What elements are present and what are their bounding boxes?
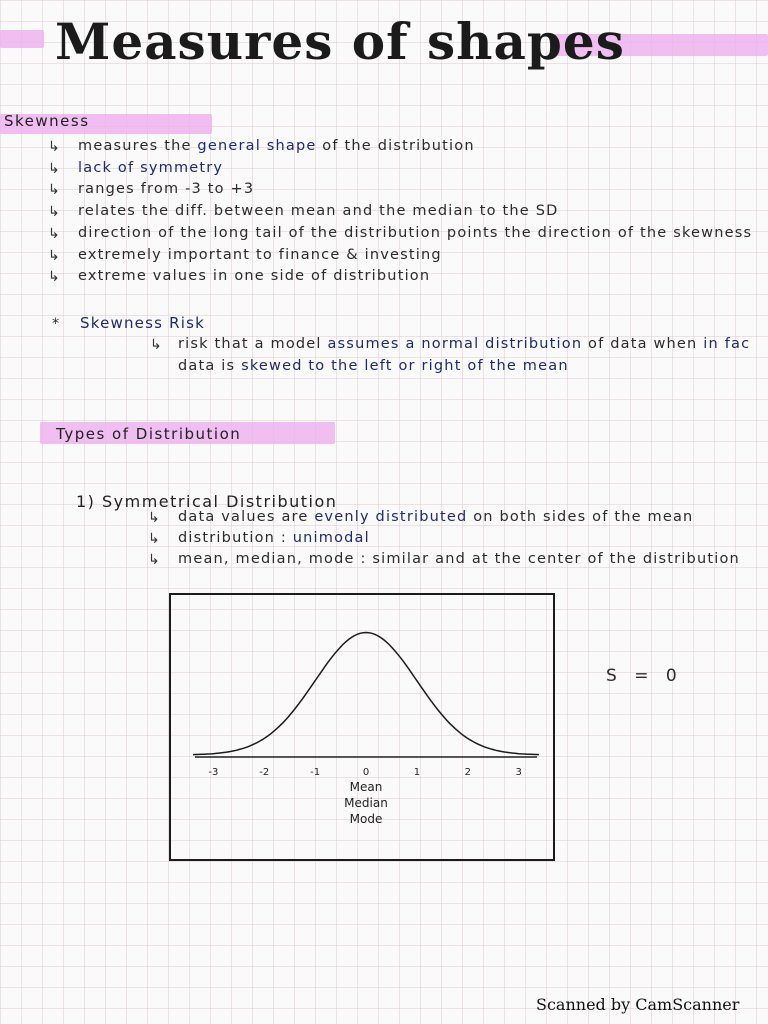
normal-distribution-chart bbox=[171, 595, 553, 859]
risk-star: * bbox=[52, 316, 61, 332]
risk-line-1-blue-1: assumes a normal distribution bbox=[327, 336, 583, 352]
risk-line-1-blue-2: in fac bbox=[703, 336, 751, 352]
bullet-line bbox=[78, 225, 752, 241]
data-point bbox=[467, 738, 468, 739]
data-point bbox=[442, 714, 443, 715]
scanner-footer: Scanned by CamScanner bbox=[536, 995, 740, 1014]
bullet-line bbox=[78, 268, 430, 284]
bullet-arrow-icon: ↳ bbox=[48, 225, 60, 242]
skewness-equation: S = 0 bbox=[606, 666, 683, 686]
bullet-prefix: ranges from -3 to +3 bbox=[78, 181, 255, 198]
data-point bbox=[365, 632, 366, 633]
bullet-suffix: on both sides of the mean bbox=[467, 509, 694, 525]
risk-line-2 bbox=[178, 358, 569, 374]
bullet-line bbox=[78, 203, 559, 219]
types-heading: Types of Distribution bbox=[56, 425, 242, 443]
bullet-line bbox=[178, 551, 740, 567]
bullet-prefix: extreme values in one side of distribution bbox=[78, 268, 431, 285]
risk-arrow-icon: ↳ bbox=[150, 337, 162, 353]
risk-line-1-part-2: of data when bbox=[582, 336, 704, 352]
data-point bbox=[213, 753, 214, 754]
bullet-arrow-icon: ↳ bbox=[48, 247, 60, 264]
risk-line-2-blue-1: skewed to the left or right of the mean bbox=[241, 358, 569, 374]
bullet-prefix: direction of the long tail of the distribution points the direction of the skewness bbox=[78, 224, 753, 241]
x-tick-label: 2 bbox=[464, 767, 471, 778]
bullet-line bbox=[78, 181, 254, 197]
page-title: Measures of shapes bbox=[55, 12, 625, 71]
data-point bbox=[340, 646, 341, 647]
bullet-arrow-icon: ↳ bbox=[48, 160, 60, 177]
center-label-mode: Mode bbox=[349, 812, 383, 826]
bullet-prefix: mean, median, mode : similar and at the center of the distribution bbox=[178, 551, 740, 567]
skewness-risk-heading: Skewness Risk bbox=[80, 314, 205, 332]
x-tick-label: 3 bbox=[515, 767, 522, 778]
bullet-prefix: distribution : bbox=[178, 530, 293, 546]
bullet-line bbox=[178, 509, 693, 525]
bullet-blue: unimodal bbox=[292, 530, 370, 546]
risk-line-2-part-1: data is bbox=[178, 358, 242, 374]
bullet-arrow-icon: ↳ bbox=[48, 269, 60, 286]
bullet-blue: evenly distributed bbox=[314, 509, 468, 525]
data-point bbox=[416, 680, 417, 681]
skewness-heading: Skewness bbox=[4, 112, 90, 130]
bullet-arrow-icon: ↳ bbox=[48, 139, 60, 155]
bullet-arrow-icon: ↳ bbox=[148, 510, 160, 526]
data-point bbox=[391, 646, 392, 647]
bullet-line bbox=[78, 160, 223, 176]
risk-line-1-part-1: risk that a model bbox=[178, 336, 328, 352]
data-point bbox=[264, 738, 265, 739]
chart-frame bbox=[169, 593, 555, 861]
bullet-prefix: data values are bbox=[178, 509, 315, 525]
bullet-arrow-icon: ↳ bbox=[148, 531, 160, 547]
symmetrical-heading: 1) Symmetrical Distribution bbox=[76, 492, 338, 511]
bullet-suffix: of the distribution bbox=[316, 138, 475, 154]
bullet-arrow-icon: ↳ bbox=[48, 182, 60, 199]
bullet-line bbox=[78, 247, 442, 263]
x-tick-label: 1 bbox=[413, 767, 421, 778]
bullet-arrow-icon: ↳ bbox=[148, 552, 160, 568]
title-highlight-left bbox=[0, 30, 44, 48]
bullet-prefix: measures the bbox=[78, 138, 198, 154]
bullet-line bbox=[178, 530, 370, 546]
bullet-blue: general shape bbox=[197, 138, 317, 154]
data-point bbox=[493, 749, 494, 750]
bullet-line bbox=[78, 138, 475, 154]
x-tick-label: -3 bbox=[208, 767, 219, 778]
data-point bbox=[289, 714, 290, 715]
data-point bbox=[315, 680, 316, 681]
center-label-mean: Mean bbox=[349, 780, 383, 794]
x-tick-label: -1 bbox=[310, 767, 321, 778]
x-tick-label: -2 bbox=[259, 767, 270, 778]
bullet-blue: lack of symmetry bbox=[78, 159, 224, 176]
risk-line-1 bbox=[178, 336, 750, 352]
x-tick-label: 0 bbox=[362, 767, 370, 778]
bullet-prefix: extremely important to finance & investing bbox=[78, 246, 442, 263]
data-point bbox=[518, 753, 519, 754]
data-point bbox=[238, 749, 239, 750]
series-line-normal-curve bbox=[193, 633, 539, 755]
bullet-prefix: relates the diff. between mean and the median to the SD bbox=[78, 203, 559, 220]
center-label-median: Median bbox=[344, 796, 388, 810]
bullet-arrow-icon: ↳ bbox=[48, 204, 60, 221]
